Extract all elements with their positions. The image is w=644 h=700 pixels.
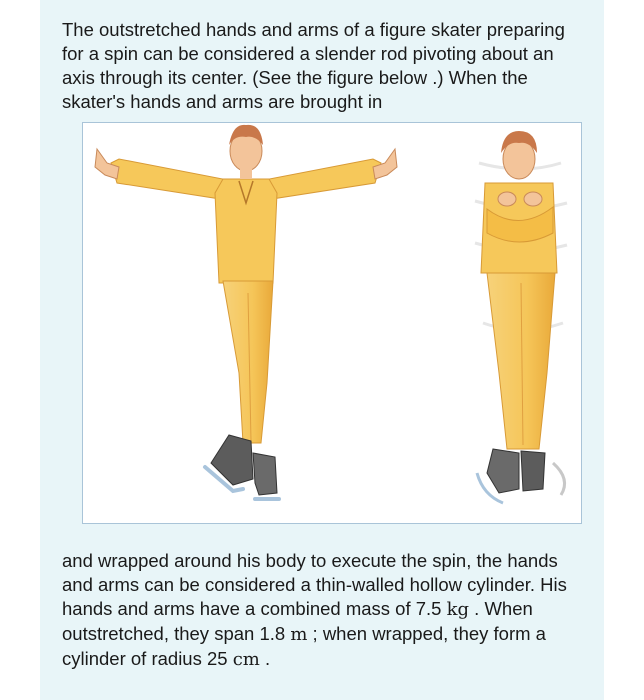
problem-continuation-text <box>62 549 582 672</box>
problem-page <box>40 0 604 700</box>
skater-figure <box>82 122 582 524</box>
radius-unit: cm <box>232 649 260 670</box>
continuation-part-1: and wrapped around his body to execute the spin, the hands and arms can be considered a thin-walled hollow cylinder. His hands and arms have a combined mass of 7.5 <box>62 550 567 619</box>
problem-intro-text: The outstretched hands and arms of a figure skater preparing for a spin can be considered a slender rod pivoting about an axis through its center. (See the figure below .) When the skater's hands and arms are brought in <box>62 19 565 112</box>
skater-outstretched <box>95 125 397 499</box>
continuation-part-4: . <box>259 648 271 669</box>
skater-wrapped <box>475 131 567 503</box>
continuation-part-2: . When outstretched, they span 1.8 <box>62 598 533 644</box>
skater-illustration <box>83 123 581 523</box>
span-unit: m <box>290 624 308 645</box>
mass-unit: kg <box>446 599 470 620</box>
continuation-part-3: ; when wrapped, they form a cylinder of radius 25 <box>62 623 546 669</box>
